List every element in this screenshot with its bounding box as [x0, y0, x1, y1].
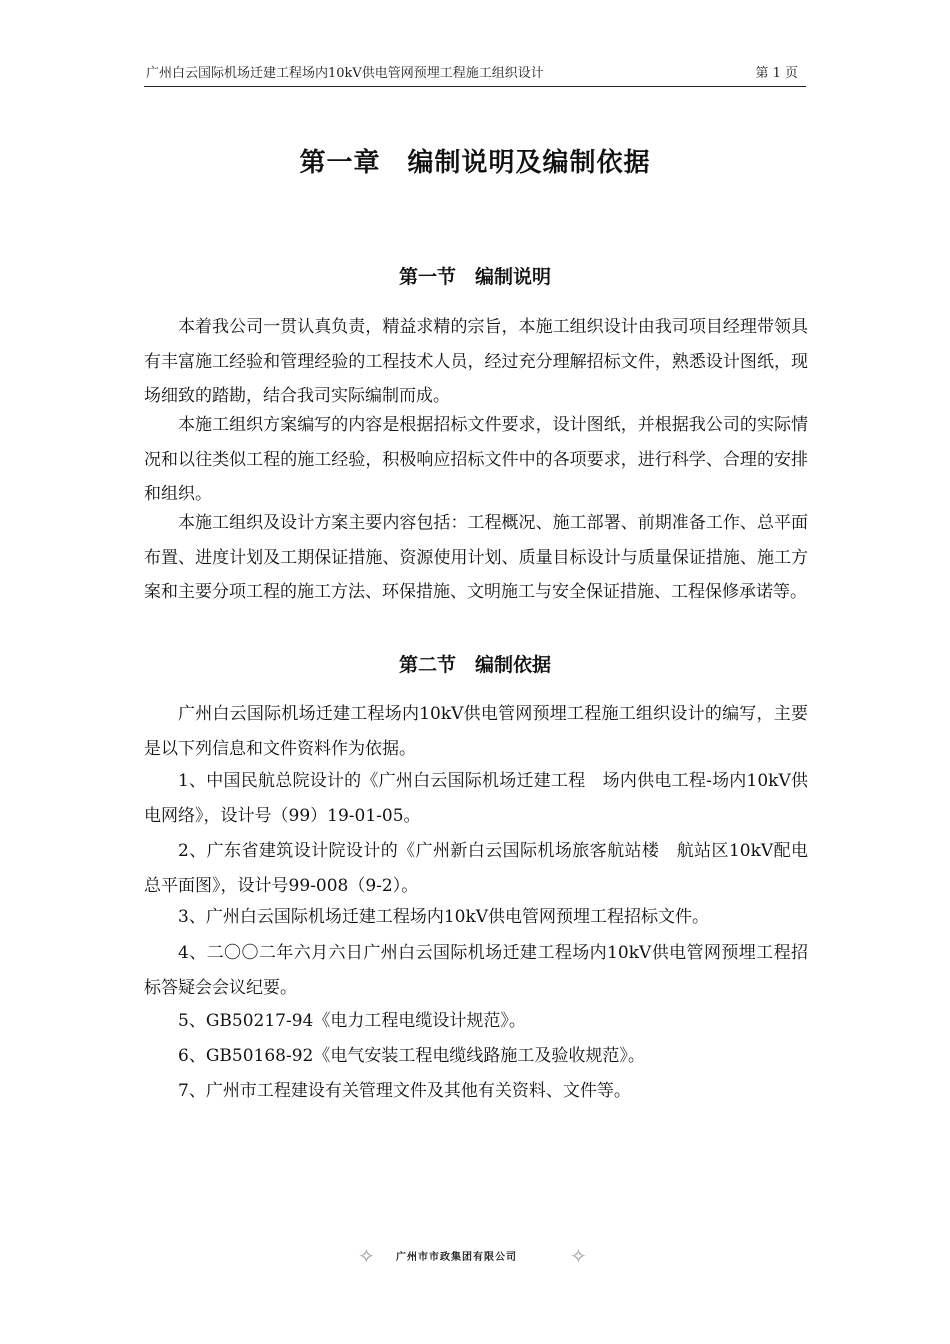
page-footer	[0, 1242, 950, 1272]
basis-item-6: 6、GB50168-92《电气安装工程电缆线路施工及验收规范》。	[178, 1046, 645, 1066]
header-page-number: 第 1 页	[755, 66, 798, 81]
footer-company: 广州市市政集团有限公司	[396, 1252, 517, 1263]
section-1-paragraph-2: 本施工组织方案编写的内容是根据招标文件要求，设计图纸，并根据我公司的实际情况和以往类似工程的施工经验，积极响应招标文件中的各项要求，进行科学、合理的安排和组织。	[144, 415, 808, 504]
section-1-title: 第一节 编制说明	[398, 266, 551, 288]
section-2-title: 第二节 编制依据	[398, 654, 551, 676]
star-ornament-icon: ✧	[358, 1244, 375, 1268]
section-2-paragraph-1: 广州白云国际机场迁建工程场内10kV供电管网预埋工程施工组织设计的编写，主要是以下列信息和文件资料作为依据。	[144, 704, 808, 759]
section-1-paragraph-3: 本施工组织及设计方案主要内容包括：工程概况、施工部署、前期准备工作、总平面布置、进度计划及工期保证措施、资源使用计划、质量目标设计与质量保证措施、施工方案和主要分项工程的施工方法、环保措施、文明施工与安全保证措施、工程保修承诺等。	[144, 513, 808, 602]
basis-item-5: 5、GB50217-94《电力工程电缆设计规范》。	[178, 1011, 526, 1031]
chapter-title: 第一章 编制说明及编制依据	[299, 148, 651, 178]
header-title: 广州白云国际机场迁建工程场内10kV供电管网预埋工程施工组织设计	[146, 66, 544, 81]
basis-item-1: 1、中国民航总院设计的《广州白云国际机场迁建工程 场内供电工程-场内10kV供电网络》，设计号（99）19-01-05。	[144, 771, 808, 826]
star-ornament-icon: ✧	[570, 1244, 587, 1268]
basis-item-2: 2、广东省建筑设计院设计的《广州新白云国际机场旅客航站楼 航站区10kV配电总平面图》，设计号99-008（9-2）。	[144, 841, 808, 896]
basis-item-7: 7、广州市工程建设有关管理文件及其他有关资料、文件等。	[178, 1081, 631, 1101]
page-header	[144, 62, 806, 87]
basis-item-3: 3、广州白云国际机场迁建工程场内10kV供电管网预埋工程招标文件。	[178, 907, 710, 927]
section-1-paragraph-1: 本着我公司一贯认真负责，精益求精的宗旨，本施工组织设计由我司项目经理带领具有丰富施工经验和管理经验的工程技术人员，经过充分理解招标文件，熟悉设计图纸，现场细致的踏勘，结合我司实际编制而成。	[144, 317, 808, 406]
basis-item-4: 4、二〇〇二年六月六日广州白云国际机场迁建工程场内10kV供电管网预埋工程招标答疑会会议纪要。	[144, 943, 808, 998]
